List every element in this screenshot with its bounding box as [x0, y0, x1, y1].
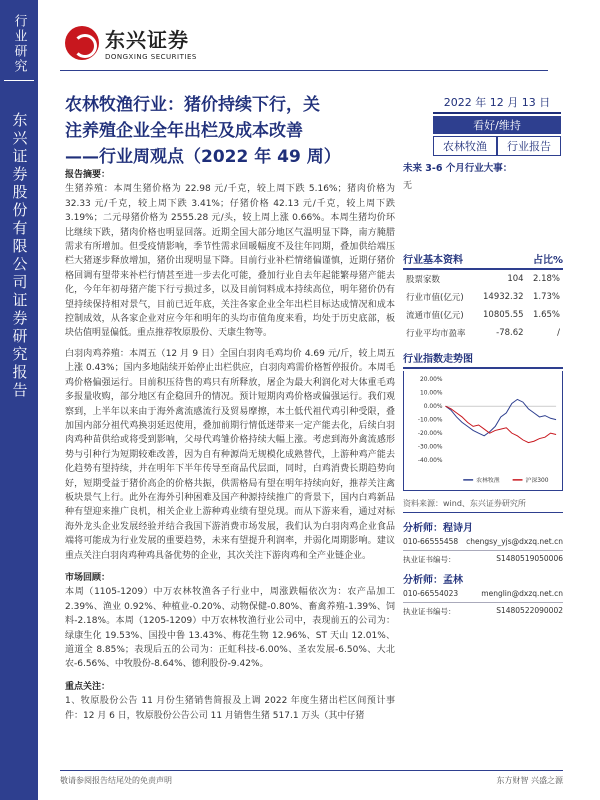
industry-cell-label: 股票家数: [406, 275, 441, 285]
header-divider: [60, 70, 548, 71]
chart-title: 行业指数走势图: [403, 350, 563, 369]
y-tick-label: -30.00%: [417, 444, 443, 451]
analyst-name: 分析师：程诗月: [403, 523, 473, 534]
report-date: 2022 年 12 月 13 日: [433, 94, 561, 114]
footer-slogan: 东方财智 兴盛之源: [496, 776, 563, 785]
industry-cell-label: 流通市值(亿元): [406, 311, 464, 321]
industry-cell-v2: 2.18%: [532, 274, 560, 284]
y-tick-label: 0.00%: [423, 404, 443, 411]
analyst-email[interactable]: chengsy_yjs@dxzq.net.cn: [466, 537, 563, 546]
industry-cell-v2: /: [557, 328, 560, 338]
paragraph-broiler: 白羽肉鸡养殖：本周五（12 月 9 日）全国白羽肉毛鸡均价 4.69 元/斤，较上周五上涨 0.43%；国内多地陆续开始停止出栏供应，白羽肉鸡需价格暂停报价。本周毛鸡价格偏强运行。目前积压待售的鸡只有所释放，屠企为最大利润化对大体重毛鸡多报量收购，部分地区有企稳回升的情况。预计短期肉鸡价格或偏强运行。我们观察到，上半年以来由于海外禽流感流行及贸易摩擦，本土低代祖代鸡引种受限，叠加国内部分祖代鸡换羽延迟使用，叠加前期行情低迷带来一定产能去化，后续白羽肉鸡种苗供给或将受到影响，父母代鸡雏价格持续大幅上涨。考虑到海外禽流感形势与引种行为短期较难改善，因为自有种源尚无规模化成熟替代，上游种鸡产能去化趋势有望持续，并在明年下半年传导至商品代层面，同时，白鸡消费长期趋势向好，短期受益于猪价高企的价格共振，供需格局有望在明年持续向好，推荐关注禽板块景气上行。此外在海外引种困难及国产种源持续推广的背景下，国内白鸡新品种有望迎来推广良机，相关企业上游种鸡业绩有望兑现。而从下游来看，通过对标海外龙头企业发展经验并结合我国下游消费市场发展，我们认为白羽肉鸡企业食品端将可能成为行业发展的重要趋势，未来有望提升利润率，并弱化周期影响。建议重点关注白羽肉鸡种鸡具备优势的企业，其次关注下游肉鸡和全产业链企业。: [65, 348, 395, 561]
analyst-divider: [403, 550, 563, 551]
industry-cell-label: 行业平均市盈率: [406, 329, 466, 339]
industry-box-title: [403, 251, 563, 270]
sector-label: 农林牧渔: [433, 136, 497, 156]
analyst-email[interactable]: menglin@dxzq.net.cn: [481, 589, 563, 598]
summary-label: 报告摘要：: [65, 170, 111, 180]
industry-table: [403, 270, 563, 342]
industry-cell-v1: 104: [507, 274, 524, 284]
logo-icon: [65, 26, 99, 60]
industry-cell-v1: 14932.32: [483, 292, 524, 302]
report-type-label: 行业报告: [497, 136, 561, 156]
industry-cell-v1: 10805.55: [483, 310, 524, 320]
industry-title: 行业基本资料: [403, 255, 463, 266]
logo: [65, 24, 197, 61]
logo-en: DONGXING SECURITIES: [105, 53, 197, 61]
analyst-block: [403, 519, 563, 565]
source-note: 资料来源：wind、东兴证券研究所: [403, 498, 563, 513]
report-title: [65, 92, 395, 170]
title-line-3: ——行业周观点（2022 年 49 周）: [65, 147, 341, 167]
paragraph-company: 1、牧原股份公告 11 月份生猪销售简报及上调 2022 年度生猪出栏区间预计事件：12 月 6 日，牧原股份公告公司 11 月销售生猪 517.1 万头（其中仔猪: [65, 696, 395, 721]
legend-label: 农林牧渔: [476, 477, 500, 484]
footer: [60, 770, 563, 786]
analyst-phone: 010-66554023: [403, 589, 459, 598]
paragraph-market: 本周（1105-1209）中万农林牧渔各子行业中，周涨跌幅依次为：农产品加工 2.39%、渔业 0.92%、种植业-0.20%、动物保健-0.80%、畜禽养殖-1.39%、饲料-2.18%。本周（1205-1209）中万农林牧渔行业公司中，表现前五的公司为：绿康生化 19.53%、国投中鲁 13.43%、梅花生物 12.96%、ST 天山 12.01%、道道全 8.85%；表现后五的公司为：正虹科技-6.00%、圣农发展-6.50%、大北农-6.56%、中牧股份-8.64%、德利股份-9.42%。: [65, 587, 395, 670]
forecast-title: 未来 3-6 个月行业大事：: [403, 163, 513, 174]
section-market: 市场回顾：: [65, 572, 111, 583]
y-tick-label: -10.00%: [417, 417, 443, 424]
title-line-1: 农林牧渔行业：猪价持续下行，关: [65, 95, 320, 115]
paragraph-hog: 生猪养殖：本周生猪价格为 22.98 元/千克，较上周下跌 5.16%；猪肉价格为 32.33 元/千克，较上周下跌 3.41%；仔猪价格 42.13 元/千克，较上周下跌 3.19%；二元母猪价格为 2555.28 元/头，较上周上涨 0.66%。本周生猪均价环比继续下跌，猪肉价格也明显回落。近期全国大部分地区气温明显下降，南方腌腊需求有所增加。但受疫情影响，季节性需求回暖幅度不及往年同期，叠加供给端压栏大猪逐步释放增加，猪价出现明显下降。目前行业补栏情绪偏谨慎，近期仔猪价格回调有望带来补栏行情甚至进一步去化可能，叠加行业自去年起能繁母猪产能去化，今年年初母猪产能下行亏损过多，以及目前饲料成本持续高位，明年猪价仍有望持续保持相对景气，目前已近年底，关注各家企业全年出栏目标达成情况和成本控制成效，从各家企业对应今年和明年的头均市值角度来看，均处于历史底部，板块估值明显偏低。重点推荐牧原股份、天康生物等。: [65, 184, 395, 339]
analyst-block: [403, 571, 563, 617]
analyst-phone: 010-66555458: [403, 537, 459, 546]
industry-cell-v2: 1.73%: [532, 292, 560, 302]
industry-row: [403, 306, 563, 324]
cert-label: 执业证书编号：: [403, 607, 456, 616]
series-line-1: [445, 406, 556, 442]
y-tick-label: -40.00%: [417, 458, 443, 465]
forecast-value: 无: [403, 181, 413, 191]
summary: [65, 168, 395, 723]
y-tick-label: -20.00%: [417, 431, 443, 438]
industry-row: [403, 324, 563, 342]
analyst-divider: [403, 602, 563, 603]
sidebar-section-label: 行业研究: [0, 0, 38, 80]
analyst-name: 分析师：孟林: [403, 575, 463, 586]
right-column: [403, 160, 563, 617]
legend-label: 沪深300: [525, 477, 549, 484]
industry-cell-v2: 1.65%: [532, 310, 560, 320]
title-line-2: 注养殖企业全年出栏及成本改善: [65, 121, 303, 141]
industry-index-chart: [403, 371, 563, 491]
analyst-cert: S1480519050006: [496, 554, 563, 563]
section-company: 重点关注：: [65, 681, 111, 692]
industry-row: [403, 288, 563, 306]
y-tick-label: 10.00%: [419, 390, 443, 397]
rating-badge: 看好/维持: [433, 116, 561, 134]
industry-row: [403, 270, 563, 288]
report-meta: [433, 94, 561, 156]
logo-cn: 东兴证券: [105, 28, 189, 52]
sidebar-divider: [4, 80, 34, 81]
analyst-cert: S1480522090002: [496, 606, 563, 615]
industry-pct-header: 占比%: [532, 255, 563, 266]
sidebar: [0, 0, 38, 800]
sidebar-firm-label: 东兴证券股份有限公司证券研究报告: [10, 112, 29, 400]
y-tick-label: 20.00%: [419, 377, 443, 384]
industry-cell-v1: -78.62: [496, 328, 524, 338]
footer-disclaimer: 敬请参阅报告结尾处的免责声明: [60, 776, 172, 785]
cert-label: 执业证书编号：: [403, 555, 456, 564]
industry-cell-label: 行业市值(亿元): [406, 293, 464, 303]
